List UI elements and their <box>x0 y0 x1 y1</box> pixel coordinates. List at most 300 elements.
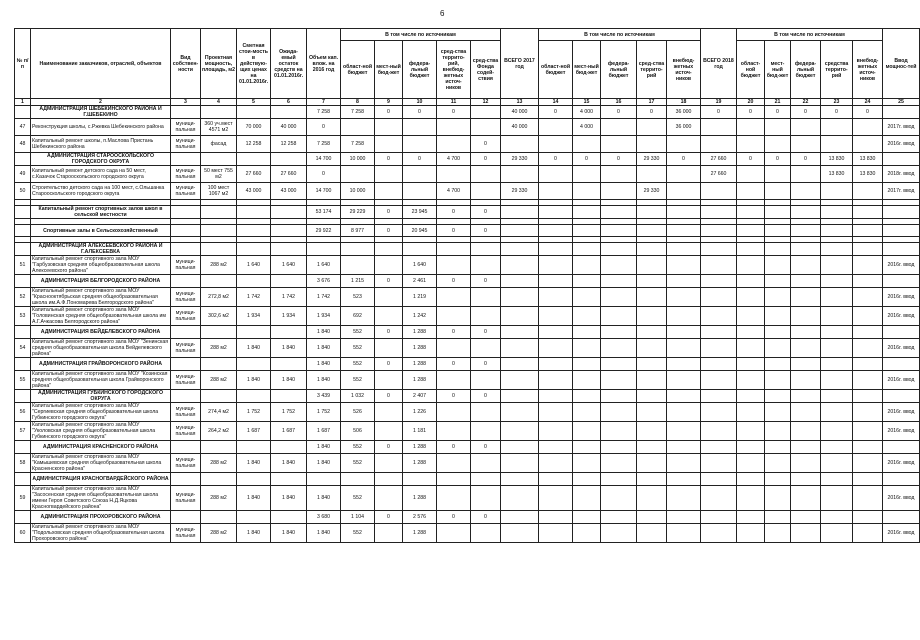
table-cell <box>883 225 920 237</box>
table-cell: 0 <box>471 511 501 524</box>
table-cell: 40 000 <box>501 119 539 136</box>
table-cell <box>637 422 667 441</box>
table-cell <box>601 119 637 136</box>
table-cell <box>501 206 539 219</box>
table-cell: муници-пальная <box>171 307 201 326</box>
table-cell <box>791 473 821 486</box>
table-cell <box>821 119 853 136</box>
table-cell <box>667 326 701 339</box>
table-cell <box>765 486 791 511</box>
table-cell: 0 <box>471 358 501 371</box>
table-cell: 1 752 <box>307 403 341 422</box>
table-cell: 1 840 <box>237 486 271 511</box>
table-cell <box>601 275 637 288</box>
table-cell <box>765 390 791 403</box>
table-cell <box>471 422 501 441</box>
table-cell <box>637 288 667 307</box>
table-cell <box>737 339 765 358</box>
table-cell <box>737 473 765 486</box>
table-cell <box>765 524 791 543</box>
table-cell <box>539 441 573 454</box>
header-sources-2016: В том числе по источникам <box>341 29 501 41</box>
table-cell <box>637 326 667 339</box>
object-name-cell: Капитальный ремонт спортивного зала МОУ "Головинская средняя общеобразовательная школа им А.Г.Ачкасова Белгородского района" <box>31 307 171 326</box>
table-cell: 55 <box>15 371 31 390</box>
table-cell <box>539 326 573 339</box>
table-cell: 1 226 <box>403 403 437 422</box>
table-cell <box>601 473 637 486</box>
table-cell <box>171 275 201 288</box>
table-cell <box>883 441 920 454</box>
table-cell <box>765 473 791 486</box>
table-cell <box>271 153 307 166</box>
table-cell: 1 840 <box>271 486 307 511</box>
table-cell: 552 <box>341 486 375 511</box>
table-row <box>15 307 920 326</box>
table-cell: 2016г. ввод <box>883 136 920 153</box>
table-cell: 7 258 <box>307 106 341 119</box>
table-row <box>15 256 920 275</box>
table-cell <box>601 206 637 219</box>
table-cell: 0 <box>307 166 341 183</box>
table-cell <box>573 403 601 422</box>
table-cell <box>501 441 539 454</box>
table-cell <box>765 441 791 454</box>
table-cell <box>701 358 737 371</box>
table-cell <box>883 275 920 288</box>
table-cell: 2018г. ввод <box>883 166 920 183</box>
table-cell <box>573 454 601 473</box>
table-cell <box>539 390 573 403</box>
table-cell <box>375 473 403 486</box>
table-cell <box>539 243 573 256</box>
table-cell: 1 752 <box>237 403 271 422</box>
table-cell: 1 840 <box>237 524 271 543</box>
table-cell <box>573 486 601 511</box>
header-terr2: сред-ства террито-рий <box>637 41 667 99</box>
table-cell: 288 м2 <box>201 524 237 543</box>
table-cell <box>765 256 791 275</box>
table-cell <box>501 390 539 403</box>
table-cell <box>501 288 539 307</box>
table-cell <box>601 307 637 326</box>
header-no: № п/п <box>15 29 31 99</box>
table-cell <box>791 288 821 307</box>
table-cell: 2016г. ввод <box>883 288 920 307</box>
table-cell <box>171 206 201 219</box>
table-cell <box>237 106 271 119</box>
table-cell <box>573 422 601 441</box>
table-cell <box>501 136 539 153</box>
table-row <box>15 119 920 136</box>
table-cell <box>501 307 539 326</box>
table-cell <box>601 486 637 511</box>
table-cell: 0 <box>853 106 883 119</box>
column-index-cell: 3 <box>171 99 201 106</box>
table-cell <box>667 524 701 543</box>
table-cell <box>573 524 601 543</box>
table-cell <box>539 256 573 275</box>
table-cell <box>637 166 667 183</box>
table-cell <box>15 473 31 486</box>
table-cell <box>883 106 920 119</box>
table-cell: 1 288 <box>403 524 437 543</box>
table-cell <box>573 371 601 390</box>
table-cell: 1 288 <box>403 486 437 511</box>
table-cell <box>375 288 403 307</box>
table-cell <box>539 183 573 200</box>
table-cell <box>437 119 471 136</box>
table-cell <box>737 390 765 403</box>
table-cell <box>821 136 853 153</box>
group-total-row <box>15 206 920 219</box>
section-name-cell: АДМИНИСТРАЦИЯ АЛЕКСЕЕВСКОГО РАЙОНА И Г.АЛЕКСЕЕВКА <box>31 243 171 256</box>
table-cell <box>15 441 31 454</box>
table-cell: 0 <box>437 225 471 237</box>
table-cell: 0 <box>765 153 791 166</box>
table-cell: 552 <box>341 339 375 358</box>
table-cell <box>437 473 471 486</box>
table-cell <box>271 326 307 339</box>
table-cell <box>853 511 883 524</box>
table-cell <box>201 206 237 219</box>
table-cell: 2016г. ввод <box>883 403 920 422</box>
table-cell: 552 <box>341 524 375 543</box>
table-cell <box>667 339 701 358</box>
table-cell <box>171 326 201 339</box>
table-cell <box>15 358 31 371</box>
table-cell: 1 840 <box>307 486 341 511</box>
table-cell: 59 <box>15 486 31 511</box>
column-index-cell: 12 <box>471 99 501 106</box>
table-cell <box>637 339 667 358</box>
table-cell <box>667 206 701 219</box>
header-fed: федера-льный бюджет <box>403 41 437 99</box>
table-cell <box>737 206 765 219</box>
table-cell <box>341 473 375 486</box>
table-cell: 49 <box>15 166 31 183</box>
table-cell <box>737 511 765 524</box>
table-cell <box>201 243 237 256</box>
table-cell <box>667 243 701 256</box>
table-cell: 2016г. ввод <box>883 256 920 275</box>
table-cell <box>501 326 539 339</box>
table-cell <box>737 307 765 326</box>
table-cell <box>573 256 601 275</box>
header-ownership: Вид собствен-ности <box>171 29 201 99</box>
table-cell: 1 687 <box>271 422 307 441</box>
column-index-cell: 6 <box>271 99 307 106</box>
table-cell <box>765 206 791 219</box>
table-cell <box>821 307 853 326</box>
table-cell <box>883 326 920 339</box>
table-cell <box>737 403 765 422</box>
table-cell <box>471 371 501 390</box>
table-cell <box>601 339 637 358</box>
table-cell <box>271 511 307 524</box>
table-cell <box>237 275 271 288</box>
table-cell <box>637 225 667 237</box>
header-obl3: област-ной бюджет <box>737 41 765 99</box>
table-cell <box>765 166 791 183</box>
table-cell: 0 <box>437 326 471 339</box>
table-cell <box>853 441 883 454</box>
table-cell: 1 687 <box>237 422 271 441</box>
table-cell <box>201 106 237 119</box>
table-cell <box>201 275 237 288</box>
table-cell: 1 104 <box>341 511 375 524</box>
table-cell: 27 660 <box>701 166 737 183</box>
table-cell <box>501 243 539 256</box>
table-cell: 1 640 <box>307 256 341 275</box>
header-fed3: федера-льный бюджет <box>791 41 821 99</box>
table-cell <box>471 288 501 307</box>
table-cell <box>171 225 201 237</box>
table-cell <box>701 275 737 288</box>
table-cell <box>437 371 471 390</box>
table-cell: 0 <box>375 390 403 403</box>
table-cell: 0 <box>437 206 471 219</box>
table-cell <box>501 275 539 288</box>
table-cell <box>791 441 821 454</box>
object-name-cell: Капитальный ремонт спортивного зала МОУ "Зенинская средняя общеобразовательная школа Вейделевского района" <box>31 339 171 358</box>
table-cell <box>437 136 471 153</box>
table-cell <box>637 206 667 219</box>
table-cell <box>637 403 667 422</box>
table-cell <box>573 243 601 256</box>
table-cell <box>539 275 573 288</box>
table-cell <box>471 166 501 183</box>
table-cell: 1 288 <box>403 358 437 371</box>
table-cell: 0 <box>307 119 341 136</box>
table-cell <box>573 275 601 288</box>
table-cell <box>791 403 821 422</box>
table-cell <box>271 225 307 237</box>
table-cell <box>601 441 637 454</box>
table-cell: 0 <box>539 106 573 119</box>
table-cell <box>601 403 637 422</box>
object-name-cell: Капитальный ремонт школы, п.Маслова Пристань Шебекинского района <box>31 136 171 153</box>
table-cell <box>539 339 573 358</box>
table-cell <box>737 275 765 288</box>
table-cell: 27 660 <box>237 166 271 183</box>
table-cell: 1 640 <box>403 256 437 275</box>
table-cell <box>437 524 471 543</box>
table-cell <box>791 119 821 136</box>
table-cell <box>667 403 701 422</box>
table-cell: 0 <box>437 511 471 524</box>
table-cell <box>737 524 765 543</box>
table-cell <box>601 326 637 339</box>
table-cell: муници-пальная <box>171 119 201 136</box>
section-name-cell: АДМИНИСТРАЦИЯ БЕЛГОРОДСКОГО РАЙОНА <box>31 275 171 288</box>
table-cell: 0 <box>471 153 501 166</box>
table-cell <box>737 441 765 454</box>
table-cell: 1 215 <box>341 275 375 288</box>
table-cell <box>765 511 791 524</box>
table-cell <box>701 326 737 339</box>
table-cell: 1 181 <box>403 422 437 441</box>
table-cell <box>853 225 883 237</box>
table-cell <box>601 371 637 390</box>
table-cell: 3 680 <box>307 511 341 524</box>
column-index-cell: 1 <box>15 99 31 106</box>
table-cell <box>375 166 403 183</box>
table-cell: 0 <box>375 511 403 524</box>
table-cell <box>341 256 375 275</box>
table-cell <box>667 371 701 390</box>
table-cell <box>271 390 307 403</box>
table-cell: 1 032 <box>341 390 375 403</box>
table-cell <box>667 166 701 183</box>
table-cell <box>765 225 791 237</box>
section-row <box>15 441 920 454</box>
table-cell: 54 <box>15 339 31 358</box>
table-cell: 288 м2 <box>201 371 237 390</box>
table-cell <box>15 326 31 339</box>
table-cell: 20 945 <box>403 225 437 237</box>
table-cell <box>437 243 471 256</box>
table-cell <box>821 422 853 441</box>
table-cell <box>701 183 737 200</box>
table-cell: 0 <box>471 326 501 339</box>
table-cell <box>437 422 471 441</box>
table-cell <box>821 225 853 237</box>
table-cell <box>501 486 539 511</box>
table-cell <box>403 473 437 486</box>
table-row <box>15 486 920 511</box>
table-cell <box>791 183 821 200</box>
column-index-cell: 16 <box>601 99 637 106</box>
table-cell: муници-пальная <box>171 256 201 275</box>
column-index-cell: 2 <box>31 99 171 106</box>
table-cell <box>853 256 883 275</box>
table-cell: 1 840 <box>307 326 341 339</box>
table-cell <box>701 454 737 473</box>
table-cell: 0 <box>375 153 403 166</box>
table-cell <box>791 206 821 219</box>
table-cell <box>667 256 701 275</box>
table-cell <box>437 307 471 326</box>
table-cell <box>853 339 883 358</box>
table-cell <box>471 243 501 256</box>
table-cell <box>171 473 201 486</box>
table-cell <box>171 390 201 403</box>
table-cell <box>821 403 853 422</box>
table-cell <box>791 511 821 524</box>
table-cell <box>601 136 637 153</box>
table-cell <box>501 473 539 486</box>
table-cell <box>667 486 701 511</box>
table-cell <box>237 390 271 403</box>
table-cell <box>883 206 920 219</box>
table-cell <box>539 225 573 237</box>
table-cell: 29 330 <box>637 183 667 200</box>
table-cell: 552 <box>341 371 375 390</box>
table-cell <box>15 243 31 256</box>
object-name-cell: Капитальный ремонт спортивного зала МОУ "Засосенская средняя общеобразовательная школа имени Героя Советского Союза Н.Д.Яцкова Красногвардейского района" <box>31 486 171 511</box>
table-cell: 0 <box>375 441 403 454</box>
section-name-cell: Спортивные залы в Сельскохозяйственный <box>31 225 171 237</box>
table-cell <box>601 166 637 183</box>
table-cell <box>765 243 791 256</box>
table-cell <box>737 166 765 183</box>
table-cell: 0 <box>573 153 601 166</box>
table-cell: 1 840 <box>237 339 271 358</box>
table-cell <box>701 119 737 136</box>
table-cell <box>821 183 853 200</box>
table-cell: 13 830 <box>821 153 853 166</box>
table-cell: 7 258 <box>307 136 341 153</box>
table-cell: 53 174 <box>307 206 341 219</box>
table-cell <box>667 307 701 326</box>
table-cell <box>791 326 821 339</box>
table-row <box>15 166 920 183</box>
table-cell: 1 840 <box>271 371 307 390</box>
table-cell <box>307 473 341 486</box>
table-cell: 4 700 <box>437 183 471 200</box>
table-cell <box>883 390 920 403</box>
table-cell <box>171 511 201 524</box>
table-cell: 0 <box>765 106 791 119</box>
table-cell <box>701 473 737 486</box>
table-cell <box>437 339 471 358</box>
table-cell <box>403 243 437 256</box>
table-cell: 40 000 <box>501 106 539 119</box>
table-cell <box>15 153 31 166</box>
table-cell <box>237 511 271 524</box>
table-cell <box>15 225 31 237</box>
table-cell: 1 640 <box>237 256 271 275</box>
table-cell: 56 <box>15 403 31 422</box>
table-cell <box>201 326 237 339</box>
table-cell <box>501 403 539 422</box>
table-cell: муници-пальная <box>171 403 201 422</box>
table-cell <box>201 511 237 524</box>
column-index-cell: 24 <box>853 99 883 106</box>
table-cell <box>573 136 601 153</box>
table-cell: 288 м2 <box>201 454 237 473</box>
header-commissioning: Ввод мощнос-тей <box>883 29 920 99</box>
table-cell <box>471 183 501 200</box>
table-cell <box>667 183 701 200</box>
table-cell <box>765 136 791 153</box>
table-cell <box>637 119 667 136</box>
table-cell <box>853 119 883 136</box>
page-number: 6 <box>440 9 445 18</box>
table-cell <box>637 371 667 390</box>
section-row <box>15 473 920 486</box>
table-cell: 0 <box>403 153 437 166</box>
table-cell: 12 258 <box>237 136 271 153</box>
table-cell <box>271 441 307 454</box>
table-cell: 12 258 <box>271 136 307 153</box>
column-index-cell: 4 <box>201 99 237 106</box>
column-index-cell: 11 <box>437 99 471 106</box>
table-cell <box>701 307 737 326</box>
table-cell <box>791 422 821 441</box>
table-cell <box>539 403 573 422</box>
table-cell <box>501 422 539 441</box>
table-cell: 1 840 <box>271 524 307 543</box>
table-cell <box>539 371 573 390</box>
table-cell: муници-пальная <box>171 136 201 153</box>
table-cell: 0 <box>737 106 765 119</box>
table-cell: 27 660 <box>701 153 737 166</box>
table-cell <box>471 454 501 473</box>
table-cell <box>701 206 737 219</box>
table-cell <box>737 136 765 153</box>
